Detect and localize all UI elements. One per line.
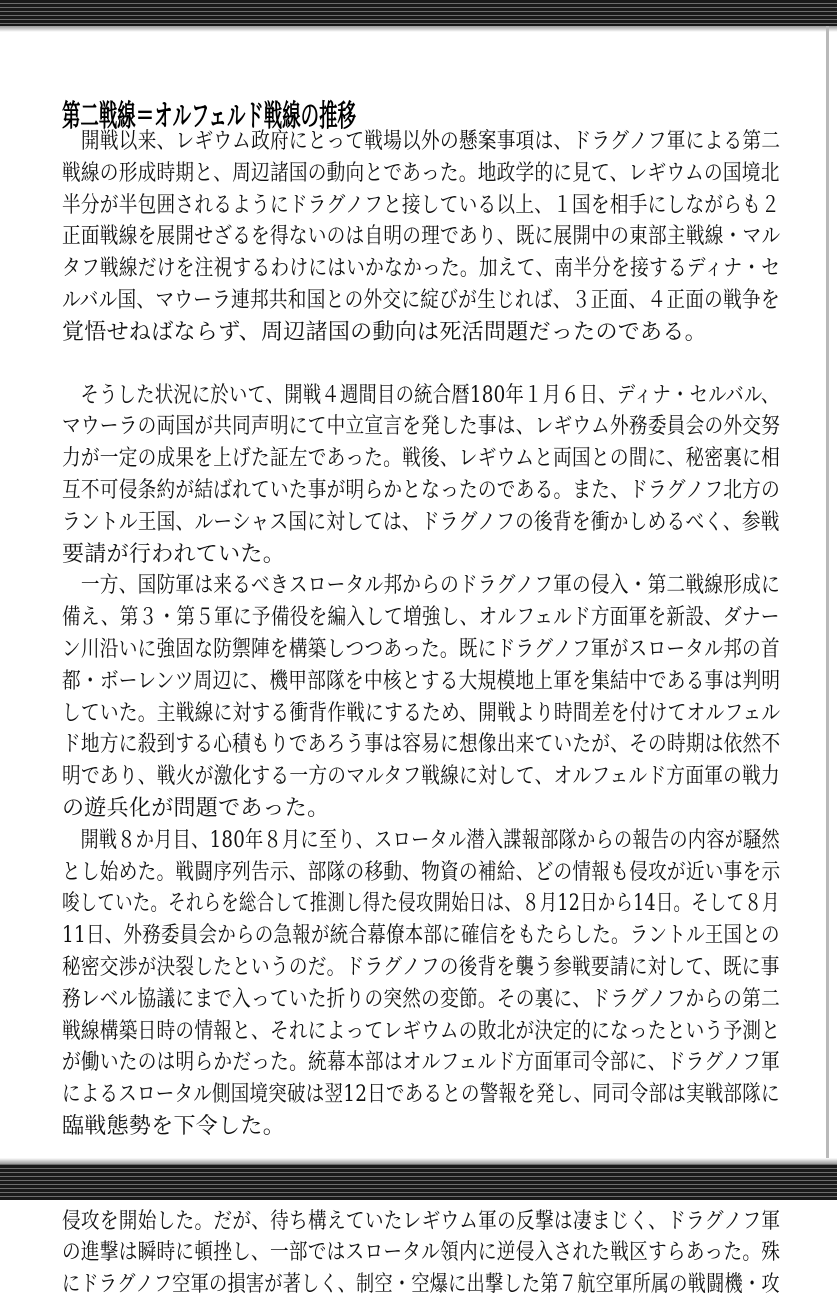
text-line: タフ戦線だけを注視するわけにはいかなかった。加えて、南半分を接するディナ・セ [62, 256, 781, 282]
text-line: によるスロータル側国境突破は翌12日であるとの警報を発し、同司令部は実戦部隊に [62, 1082, 780, 1108]
text-line: 明であり、戦火が激化する一方のマルタフ戦線に対して、オルフェルド方面軍の戦力 [62, 764, 780, 790]
text-line: ン川沿いに強固な防禦陣を構築しつつあった。既にドラグノフ軍がスロータル邦の首 [62, 636, 780, 662]
paragraph [62, 126, 780, 349]
text-line: 秘密交渉が決裂したというのだ。ドラグノフの後背を襲う参戦要請に対して、既に事 [62, 954, 780, 980]
top-border-band [0, 0, 837, 26]
text-line: 備え、第３・第５軍に予備役を編入して増強し、オルフェルド方面軍を新設、ダナー [62, 605, 780, 631]
bottom-border-band [0, 1164, 837, 1200]
article-body [62, 126, 780, 1301]
text-line: 唆していた。それらを総合して推測し得た侵攻開始日は、８月12日から14日。そして８月 [62, 891, 780, 917]
text-line: していた。主戦線に対する衝背作戦にするため、開戦より時間差を付けてオルフェル [62, 700, 781, 726]
text-line: の遊兵化が問題であった。 [62, 795, 330, 821]
text-line: の進撃は瞬時に頓挫し、一部ではスロータル領内に逆侵入された戦区すらあった。殊 [62, 1240, 781, 1266]
text-line: 都・ボーレンツ周辺に、機甲部隊を中核とする大規模地上軍を集結中である事は判明 [62, 668, 781, 694]
text-line: 11日、外務委員会からの急報が統合幕僚本部に確信をもたらした。ラントル王国との [62, 923, 780, 949]
text-line: 力が一定の成果を上げた証左であった。戦後、レギウムと両国との間に、秘密裏に相 [62, 446, 780, 472]
text-line: 開戦８か月目、180年８月に至り、スロータル潜入諜報部隊からの報告の内容が騒然 [62, 827, 781, 853]
text-line: ルバル国、マウーラ連邦共和国との外交に綻びが生じれば、３正面、４正面の戦争を [62, 287, 780, 313]
text-line: にドラグノフ空軍の損害が著しく、制空・空爆に出撃した第７航空軍所属の戦闘機・攻 [62, 1272, 780, 1298]
text-line: 侵攻を開始した。だが、待ち構えていたレギウム軍の反撃は凄まじく、ドラグノフ軍 [62, 1208, 781, 1234]
text-line: 開戦以来、レギウム政府にとって戦場以外の懸案事項は、ドラグノフ軍による第二 [62, 129, 781, 154]
text-line: 一方、国防軍は来るべきスロータル邦からのドラグノフ軍の侵入・第二戦線形成に [62, 573, 780, 599]
text-line: 互不可侵条約が結ばれていた事が明らかとなったのである。また、ドラグノフ北方の [62, 477, 780, 503]
paragraph [62, 570, 780, 824]
text-line: 正面戦線を展開せざるを得ないのは自明の理であり、既に展開中の東部主戦線・マル [62, 224, 781, 250]
section-heading: 第二戦線＝オルフェルド戦線の推移 [62, 99, 356, 135]
text-line: マウーラの両国が共同声明にて中立宣言を発した事は、レギウム外務委員会の外交努 [62, 414, 781, 440]
text-line: 半分が半包囲されるようにドラグノフと接している以上、１国を相手にしながらも２ [62, 192, 780, 218]
text-line: 戦線構築日時の情報と、それによってレギウムの敗北が決定的になったという予測と [62, 1018, 781, 1044]
paragraph-gap [62, 349, 780, 380]
text-line: 要請が行われていた。 [62, 541, 286, 567]
paragraph [62, 380, 780, 571]
text-line: ラントル王国、ルーシャス国に対しては、ドラグノフの後背を衝かしめるべく、参戦 [62, 509, 780, 535]
text-line: ド地方に殺到する心積もりであろう事は容易に想像出来ていたが、その時期は依然不 [62, 732, 781, 758]
text-line: とし始めた。戦闘序列告示、部隊の移動、物資の補給、どの情報も侵攻が近い事を示 [62, 859, 781, 885]
text-line: 務レベル協議にまで入っていた折りの突然の変節。その裏に、ドラグノフからの第二 [62, 986, 780, 1012]
top-border-shadow [0, 26, 837, 32]
paragraph [62, 825, 780, 1143]
text-line: 戦線の形成時期と、周辺諸国の動向とであった。地政学的に見て、レギウムの国境北 [62, 160, 780, 186]
text-line: 臨戦態勢を下令した。 [62, 1113, 286, 1139]
text-line: 覚悟せねばならず、周辺諸国の動向は死活問題だったのである。 [62, 319, 707, 345]
text-line: が働いたのは明らかだった。統幕本部はオルフェルド方面軍司令部に、ドラグノフ軍 [62, 1050, 780, 1076]
text-line: そうした状況に於いて、開戦４週間目の統合暦180年１月６日、ディナ・セルバル、 [62, 382, 780, 408]
page-spine-line [826, 26, 829, 1158]
